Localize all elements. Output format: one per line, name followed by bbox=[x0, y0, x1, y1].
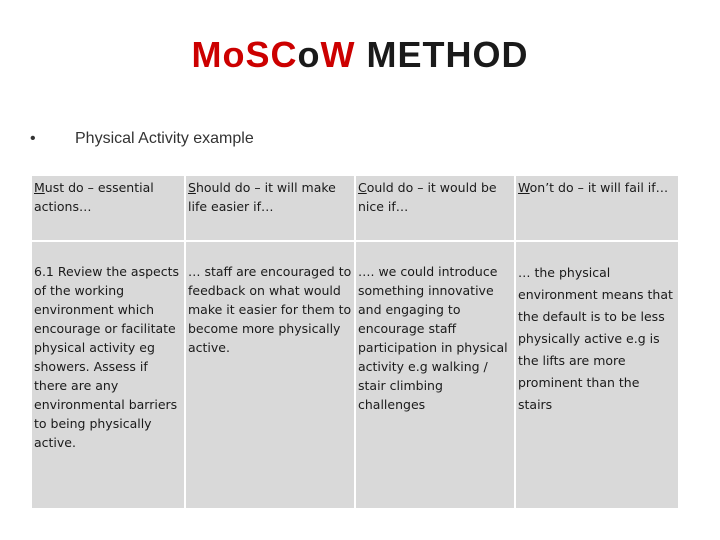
title-w: W bbox=[320, 34, 356, 75]
header-could bbox=[356, 176, 514, 240]
moscow-table bbox=[30, 174, 680, 510]
cell-must: 6.1 Review the aspects of the working environment which encourage or facilitate physical activity eg showers. Assess if there are any environmental barriers to being physically active. bbox=[32, 242, 184, 508]
title-mo: Mo bbox=[191, 34, 246, 75]
header-wont-initial: W bbox=[518, 180, 530, 195]
header-should bbox=[186, 176, 354, 240]
title-method: METHOD bbox=[355, 34, 529, 75]
header-must-initial: M bbox=[34, 180, 45, 195]
cell-should: … staff are encouraged to feedback on what would make it easier for them to become more physically active. bbox=[186, 242, 354, 508]
header-wont bbox=[516, 176, 678, 240]
header-must-text: ust do – essential actions… bbox=[34, 180, 154, 214]
header-could-text: ould do – it would be nice if… bbox=[358, 180, 497, 214]
cell-could: …. we could introduce something innovative and engaging to encourage staff participation in physical activity e.g walking / stair climbing challenges bbox=[356, 242, 514, 508]
table-header-row bbox=[32, 176, 678, 240]
title-o: o bbox=[297, 34, 321, 75]
page-title bbox=[0, 34, 720, 76]
bullet-item bbox=[30, 130, 254, 148]
header-must bbox=[32, 176, 184, 240]
header-could-initial: C bbox=[358, 180, 367, 195]
cell-wont: … the physical environment means that the default is to be less physically active e.g is the lifts are more prominent than the stairs bbox=[516, 242, 678, 508]
header-should-text: hould do – it will make life easier if… bbox=[188, 180, 336, 214]
header-wont-text: on’t do – it will fail if… bbox=[529, 180, 669, 195]
bullet-text: Physical Activity example bbox=[75, 130, 254, 147]
table-row bbox=[32, 242, 678, 508]
title-sc: SC bbox=[245, 34, 298, 75]
header-should-initial: S bbox=[188, 180, 196, 195]
bullet-icon: • bbox=[30, 130, 36, 147]
